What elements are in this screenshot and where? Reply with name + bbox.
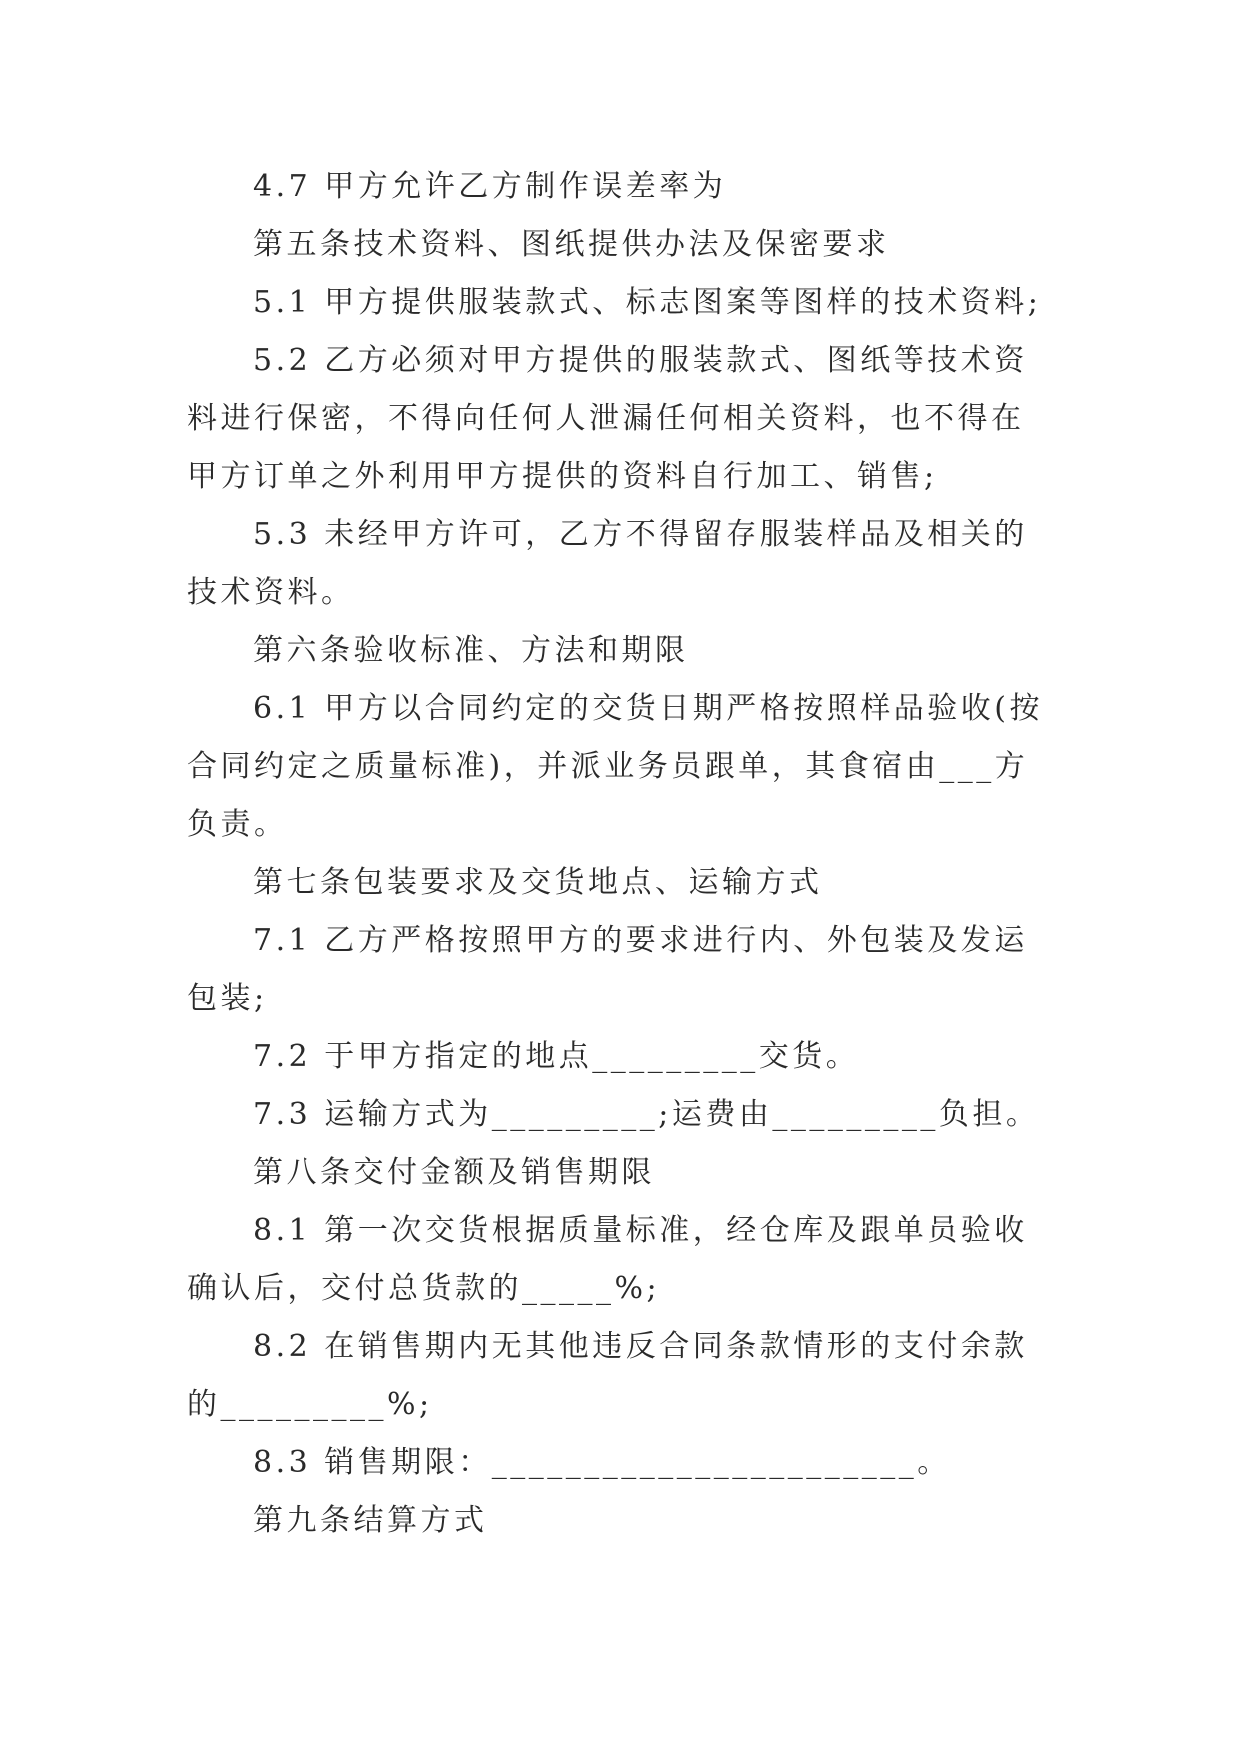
clause-5-1: 5.1 甲方提供服装款式、标志图案等图样的技术资料; [253,285,1042,320]
article-8-heading: 第八条交付金额及销售期限 [253,1155,655,1190]
clause-8-1: 8.1 第一次交货根据质量标准，经仓库及跟单员验收确认后，交付总货款的_____%; [187,1213,1028,1306]
article-5-heading: 第五条技术资料、图纸提供办法及保密要求 [253,227,890,262]
article-9-heading: 第九条结算方式 [253,1503,488,1538]
article-7-heading: 第七条包装要求及交货地点、运输方式 [253,865,823,900]
clause-7-1: 7.1 乙方严格按照甲方的要求进行内、外包装及发运包装; [187,923,1028,1016]
clause-8-3: 8.3 销售期限：_______________________。 [253,1445,951,1480]
clause-5-3: 5.3 未经甲方许可，乙方不得留存服装样品及相关的技术资料。 [187,517,1028,610]
clause-7-2: 7.2 于甲方指定的地点_________交货。 [253,1039,860,1074]
document-body [187,158,1057,1550]
clause-7-3: 7.3 运输方式为_________;运费由_________负担。 [253,1097,1040,1132]
clause-5-2: 5.2 乙方必须对甲方提供的服装款式、图纸等技术资料进行保密，不得向任何人泄漏任何相关资料，也不得在甲方订单之外利用甲方提供的资料自行加工、销售; [187,343,1028,494]
clause-8-2: 8.2 在销售期内无其他违反合同条款情形的支付余款的_________%; [187,1329,1028,1422]
clause-6-1: 6.1 甲方以合同约定的交货日期严格按照样品验收(按合同约定之质量标准)，并派业务员跟单，其食宿由___方负责。 [187,691,1043,842]
clause-4-7: 4.7 甲方允许乙方制作误差率为 [253,169,727,204]
article-6-heading: 第六条验收标准、方法和期限 [253,633,689,668]
